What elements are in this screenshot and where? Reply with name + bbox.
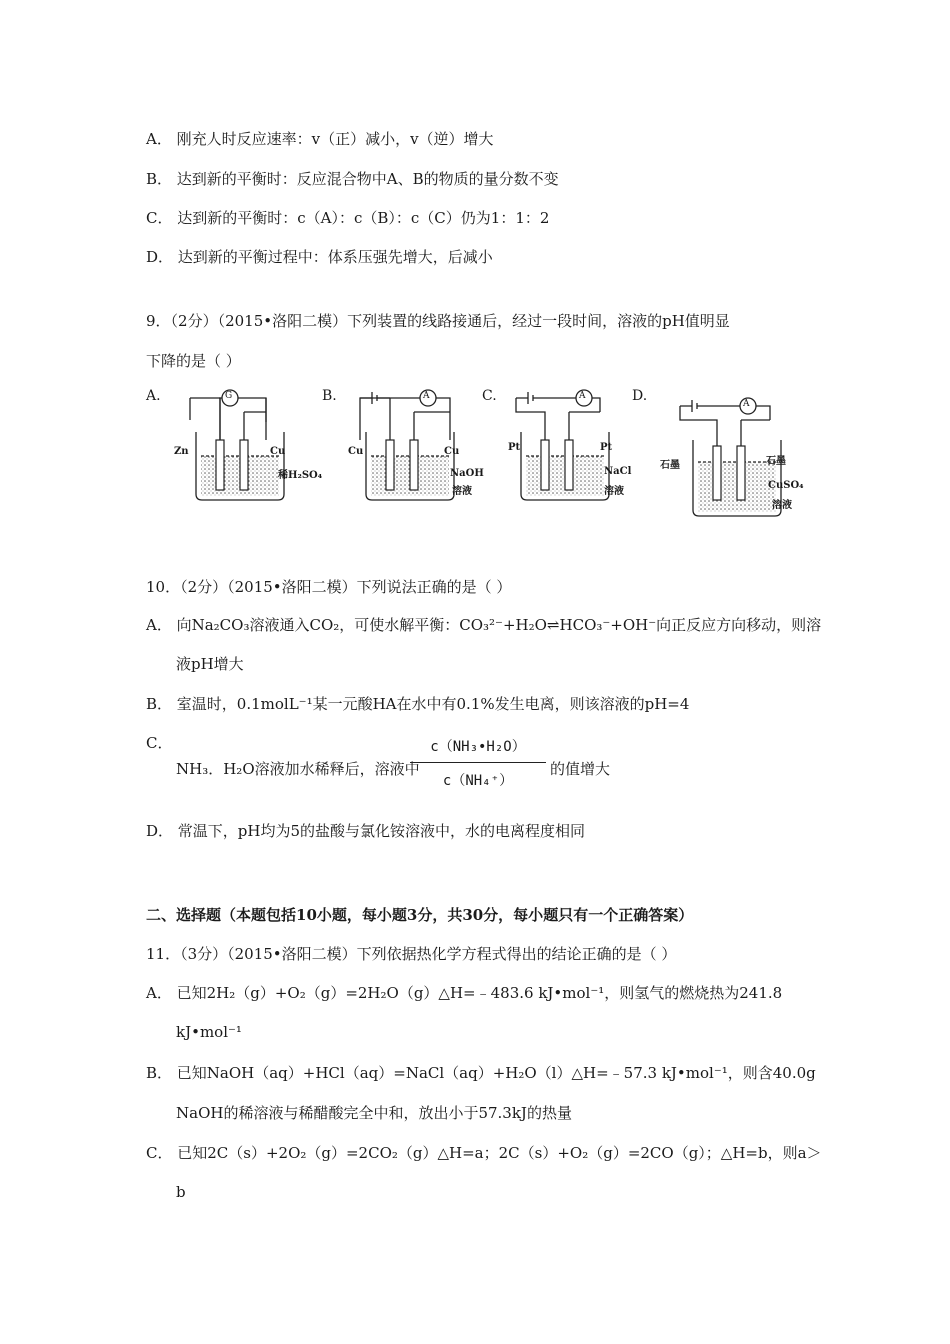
section-heading: 二、选择题（本题包括10小题，每小题3分，共30分，每小题只有一个正确答案） [146, 906, 694, 924]
apparatus-a-left-electrode: Zn [174, 446, 189, 457]
q11-option-b-line1: B． 已知NaOH（aq）+HCl（aq）=NaCl（aq）+H₂O（l）△H=﹣57.3 kJ•mol⁻¹，则含40.0g [146, 1064, 816, 1082]
q9-option-c-label: C. [482, 388, 497, 404]
apparatus-a-right-electrode: Cu [270, 446, 286, 457]
apparatus-d-left-electrode: 石墨 [660, 460, 680, 471]
q10-fraction-denominator: c（NH₄⁺） [442, 773, 514, 789]
apparatus-a-solution: 稀H₂SO₄ [278, 470, 323, 481]
apparatus-c-solution-line2: 溶液 [604, 486, 624, 497]
q9-option-d-label: D. [632, 388, 648, 404]
apparatus-c-left-electrode: Pt [508, 442, 521, 453]
q10-option-a-line2: 液pH增大 [176, 655, 244, 673]
q8-option-b: B． 达到新的平衡时：反应混合物中A、B的物质的量分数不变 [146, 170, 559, 188]
q9-stem-line1: 9．（2分）（2015•洛阳二模）下列装置的线路接通后，经过一段时间，溶液的pH值明显 [146, 312, 730, 330]
apparatus-a-galvanic-cell [190, 390, 284, 500]
apparatus-b-right-electrode: Cu [444, 446, 460, 457]
apparatus-b-solution-line1: NaOH [450, 468, 484, 479]
apparatus-d-solution-line1: CuSO₄ [768, 480, 804, 491]
q11-option-c-line2: b [176, 1183, 186, 1201]
q11-stem: 11．（3分）（2015•洛阳二模）下列依据热化学方程式得出的结论正确的是（ ） [146, 945, 677, 963]
apparatus-c-electrolytic-cell [516, 390, 609, 500]
q10-option-a-line1: A． 向Na₂CO₃溶液通入CO₂，可使水解平衡：CO₃²⁻+H₂O⇌HCO₃⁻+OH⁻向正反应方向移动，则溶 [146, 616, 822, 634]
q10-stem: 10．（2分）（2015•洛阳二模）下列说法正确的是（ ） [146, 578, 512, 596]
q9-option-b-label: B. [322, 388, 337, 404]
q8-option-c: C． 达到新的平衡时：c（A）：c（B）：c（C）仍为1：1：2 [146, 209, 550, 227]
apparatus-b-meter-label: A [423, 391, 430, 401]
q11-option-a-line1: A． 已知2H₂（g）+O₂（g）=2H₂O（g）△H=﹣483.6 kJ•mol⁻¹，则氢气的燃烧热为241.8 [146, 984, 783, 1002]
q10-option-b: B． 室温时，0.1molL⁻¹某一元酸HA在水中有0.1%发生电离，则该溶液的pH=4 [146, 695, 690, 713]
q10-fraction-numerator: c（NH₃•H₂O） [430, 739, 526, 755]
q9-stem-line2: 下降的是（ ） [146, 352, 241, 370]
q8-option-a: A． 刚充人时反应速率：v（正）减小，v（逆）增大 [146, 130, 494, 148]
apparatus-d-solution-line2: 溶液 [772, 500, 792, 511]
apparatus-b-solution-line2: 溶液 [452, 486, 472, 497]
q10-option-d: D． 常温下，pH均为5的盐酸与氯化铵溶液中，水的电离程度相同 [146, 822, 586, 840]
apparatus-c-solution-line1: NaCl [604, 466, 632, 477]
q11-option-b-line2: NaOH的稀溶液与稀醋酸完全中和，放出小于57.3kJ的热量 [176, 1104, 572, 1122]
q10-option-c-tail: 的值增大 [550, 760, 611, 778]
q11-option-a-line2: kJ•mol⁻¹ [176, 1023, 242, 1041]
q8-option-d: D． 达到新的平衡过程中：体系压强先增大，后减小 [146, 248, 493, 266]
apparatus-c-right-electrode: Pt [600, 442, 613, 453]
q9-option-a-label: A. [146, 388, 161, 404]
apparatus-b-left-electrode: Cu [348, 446, 364, 457]
q10-fraction-bar [410, 762, 546, 763]
apparatus-b-electrolytic-cell [360, 390, 454, 500]
apparatus-d-right-electrode: 石墨 [766, 456, 786, 467]
q11-option-c-line1: C． 已知2C（s）+2O₂（g）=2CO₂（g）△H=a；2C（s）+O₂（g）=2CO（g）；△H=b，则a＞ [146, 1144, 822, 1162]
apparatus-c-meter-label: A [579, 391, 586, 401]
apparatus-d-meter-label: A [743, 399, 750, 409]
q10-option-c-label: C． [146, 734, 173, 752]
apparatus-a-meter-label: G [225, 391, 233, 401]
q10-option-c-text: NH₃．H₂O溶液加水稀释后，溶液中 [176, 760, 420, 778]
